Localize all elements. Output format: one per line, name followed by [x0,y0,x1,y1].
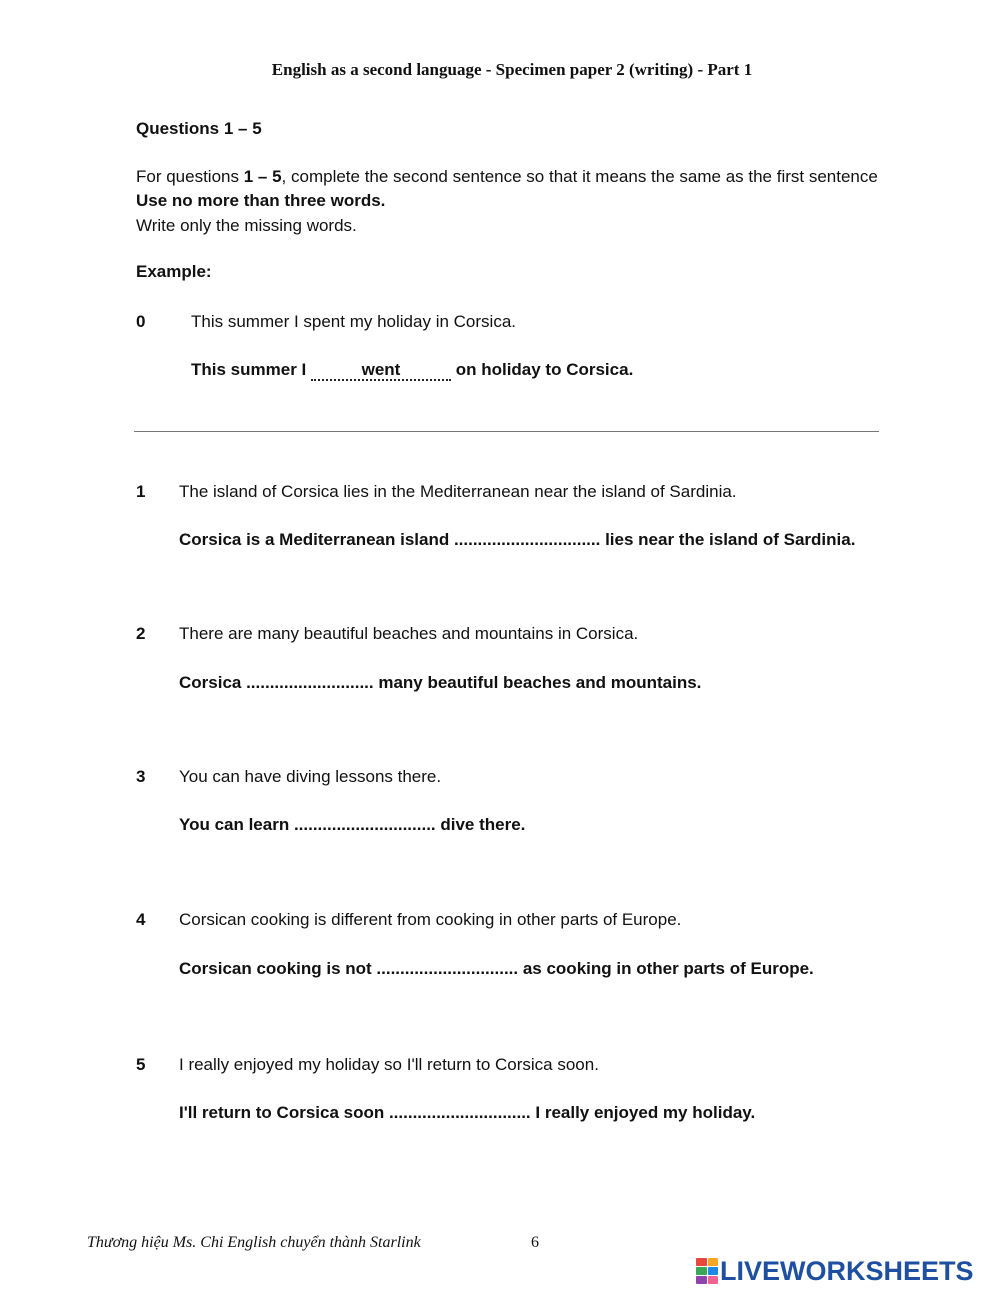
example-number: 0 [136,312,146,331]
page-number: 6 [531,1234,539,1251]
question-answer[interactable]: Corsica is a Mediterranean island ............................... lies near the island of Sardinia. [179,530,856,549]
question-sentence: I really enjoyed my holiday so I'll return to Corsica soon. [179,1055,599,1074]
document-header: English as a second language - Specimen paper 2 (writing) - Part 1 [271,60,753,79]
section-divider [134,431,879,432]
questions-title: Questions 1 – 5 [136,119,262,138]
question-answer[interactable]: Corsican cooking is not .............................. as cooking in other parts of Europe. [179,959,814,978]
instruction-line-3: Write only the missing words. [136,216,357,235]
liveworksheets-logo-icon [696,1258,718,1284]
question-number: 3 [136,767,146,786]
question-answer[interactable]: You can learn .............................. dive there. [179,815,526,834]
example-sentence: This summer I spent my holiday in Corsica. [191,312,516,331]
question-number: 4 [136,910,146,929]
question-sentence: You can have diving lessons there. [179,767,442,786]
liveworksheets-logo-text: LIVEWORKSHEETS [720,1255,974,1286]
instruction-pre: For questions [136,167,244,186]
question-sentence: Corsican cooking is different from cooking in other parts of Europe. [179,910,682,929]
example-label: Example: [136,262,212,281]
instruction-word-limit-post: than three words. [238,191,386,210]
question-answer[interactable]: I'll return to Corsica soon .............................. I really enjoyed my holiday. [179,1103,756,1122]
question-number: 5 [136,1055,146,1074]
question-sentence: There are many beautiful beaches and mountains in Corsica. [179,624,639,643]
question-number: 1 [136,482,146,501]
question-number: 2 [136,624,146,643]
example-answer-pre: This summer I [191,360,311,379]
question-sentence: The island of Corsica lies in the Mediterranean near the island of Sardinia. [179,482,737,501]
example-answer [191,360,633,381]
question-answer[interactable]: Corsica ........................... many beautiful beaches and mountains. [179,673,702,692]
instruction-word-limit: Use no more [136,191,239,210]
instruction-question-range: 1 – 5 [243,167,282,186]
example-answer-blank: went [311,361,451,381]
instruction-line-2 [136,191,385,211]
liveworksheets-logo [696,1255,974,1287]
example-answer-post: on holiday to Corsica. [450,360,634,379]
instruction-post: , complete the second sentence so that it means the same as the first sentence [281,167,878,186]
instruction-line-1 [136,167,878,187]
footer-brand-text: Thương hiệu Ms. Chi English chuyển thành Starlink [87,1234,421,1251]
